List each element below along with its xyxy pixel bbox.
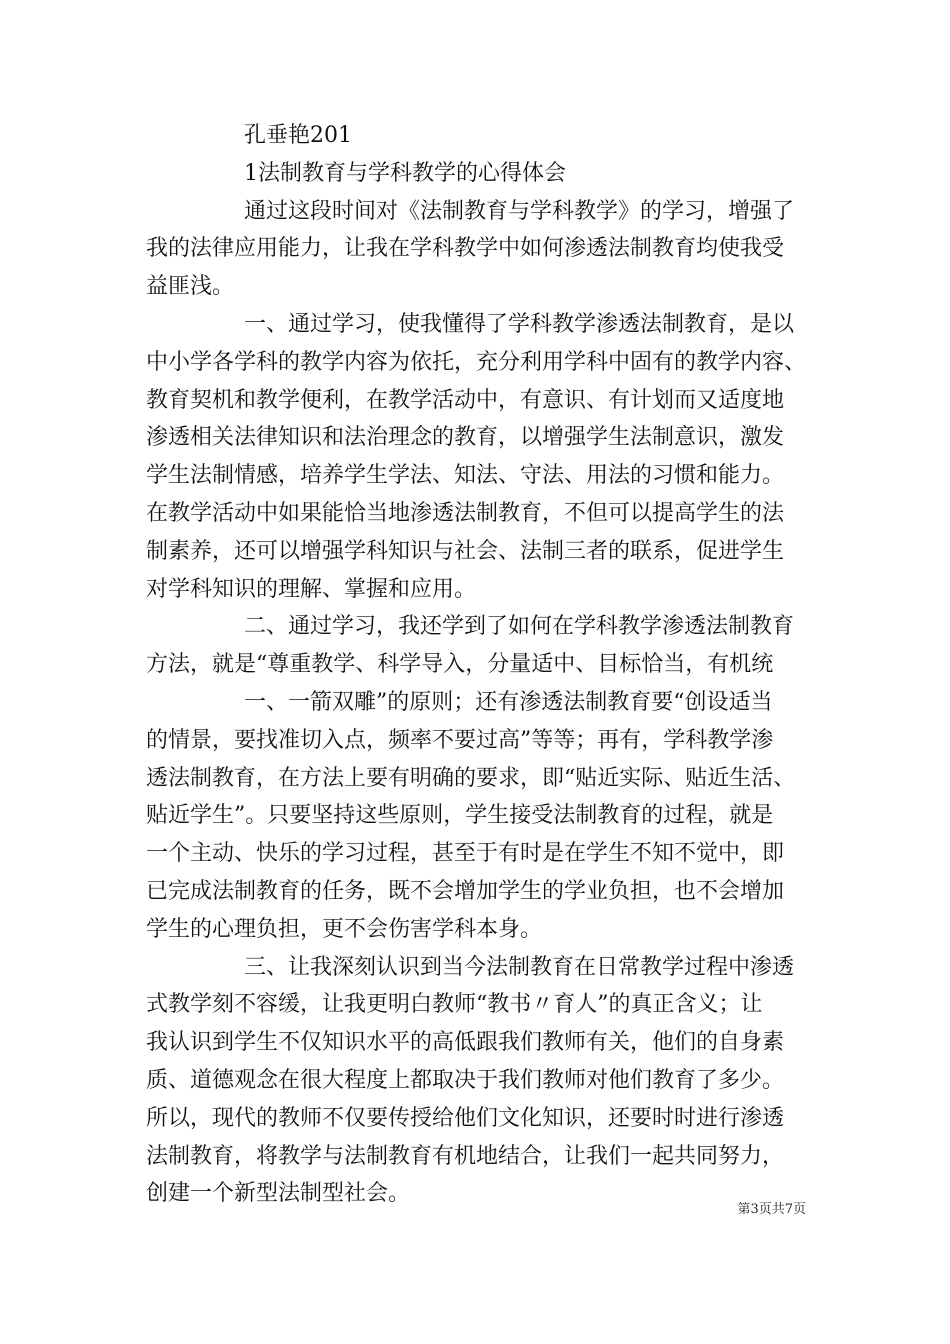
section-three-line: 法制教育，将教学与法制教育有机地结合，让我们一起共同努力，: [146, 1143, 785, 1169]
section-two-line: 透法制教育，在方法上要有明确的要求，即“贴近实际、贴近生活、: [146, 765, 796, 791]
document-title: 1法制教育与学科教学的心得体会: [244, 160, 566, 186]
section-three-line: 我认识到学生不仅知识水平的高低跟我们教师有关，他们的自身素: [146, 1030, 785, 1056]
section-one-line: 在教学活动中如果能恰当地渗透法制教育，不但可以提高学生的法: [146, 500, 785, 526]
section-three-line: 所以，现代的教师不仅要传授给他们文化知识，还要时时进行渗透: [146, 1105, 785, 1131]
intro-paragraph-line: 我的法律应用能力，让我在学科教学中如何渗透法制教育均使我受: [146, 236, 785, 262]
page-number-footer: 第3页共7页: [737, 1202, 806, 1217]
section-two-line: 贴近学生”。只要坚持这些原则，学生接受法制教育的过程，就是: [146, 803, 774, 829]
author-line: 孔垂艳201: [244, 123, 352, 148]
section-one-line: 教育契机和教学便利，在教学活动中，有意识、有计划而又适度地: [146, 387, 785, 413]
section-three-line: 三、让我深刻认识到当今法制教育在日常教学过程中渗透: [244, 954, 795, 980]
section-one-line: 一、通过学习，使我懂得了学科教学渗透法制教育，是以: [244, 311, 795, 337]
section-two-line: 一个主动、快乐的学习过程，甚至于有时是在学生不知不觉中，即: [146, 841, 785, 867]
document-body: [146, 117, 806, 1213]
section-one-line: 对学科知识的理解、掌握和应用。: [146, 576, 477, 602]
section-one-line: 中小学各学科的教学内容为依托，充分利用学科中固有的教学内容、: [146, 349, 807, 375]
section-two-line: 已完成法制教育的任务，既不会增加学生的学业负担，也不会增加: [146, 878, 785, 904]
section-three-line: 创建一个新型法制型社会。: [146, 1181, 411, 1207]
section-three-line: 质、道德观念在很大程度上都取决于我们教师对他们教育了多少。: [146, 1067, 785, 1093]
intro-paragraph-line: 通过这段时间对《法制教育与学科教学》的学习，增强了: [244, 198, 795, 224]
section-two-line: 学生的心理负担，更不会伤害学科本身。: [146, 916, 543, 942]
section-two-line: 方法，就是“尊重教学、科学导入，分量适中、目标恰当，有机统: [146, 652, 774, 678]
section-two-line: 二、通过学习，我还学到了如何在学科教学渗透法制教育: [244, 614, 795, 640]
section-three-line: 式教学刻不容缓，让我更明白教师“教书〃育人”的真正含义；让: [146, 992, 763, 1018]
section-one-line: 制素养，还可以增强学科知识与社会、法制三者的联系，促进学生: [146, 538, 785, 564]
section-one-line: 渗透相关法律知识和法治理念的教育，以增强学生法制意识，激发: [146, 425, 785, 451]
section-one-line: 学生法制情感，培养学生学法、知法、守法、用法的习惯和能力。: [146, 463, 785, 489]
intro-paragraph-line: 益匪浅。: [146, 274, 235, 300]
section-two-line: 的情景，要找准切入点，频率不要过高”等等；再有，学科教学渗: [146, 727, 774, 753]
section-two-line: 一、一箭双雕”的原则；还有渗透法制教育要“创设适当: [244, 689, 773, 715]
